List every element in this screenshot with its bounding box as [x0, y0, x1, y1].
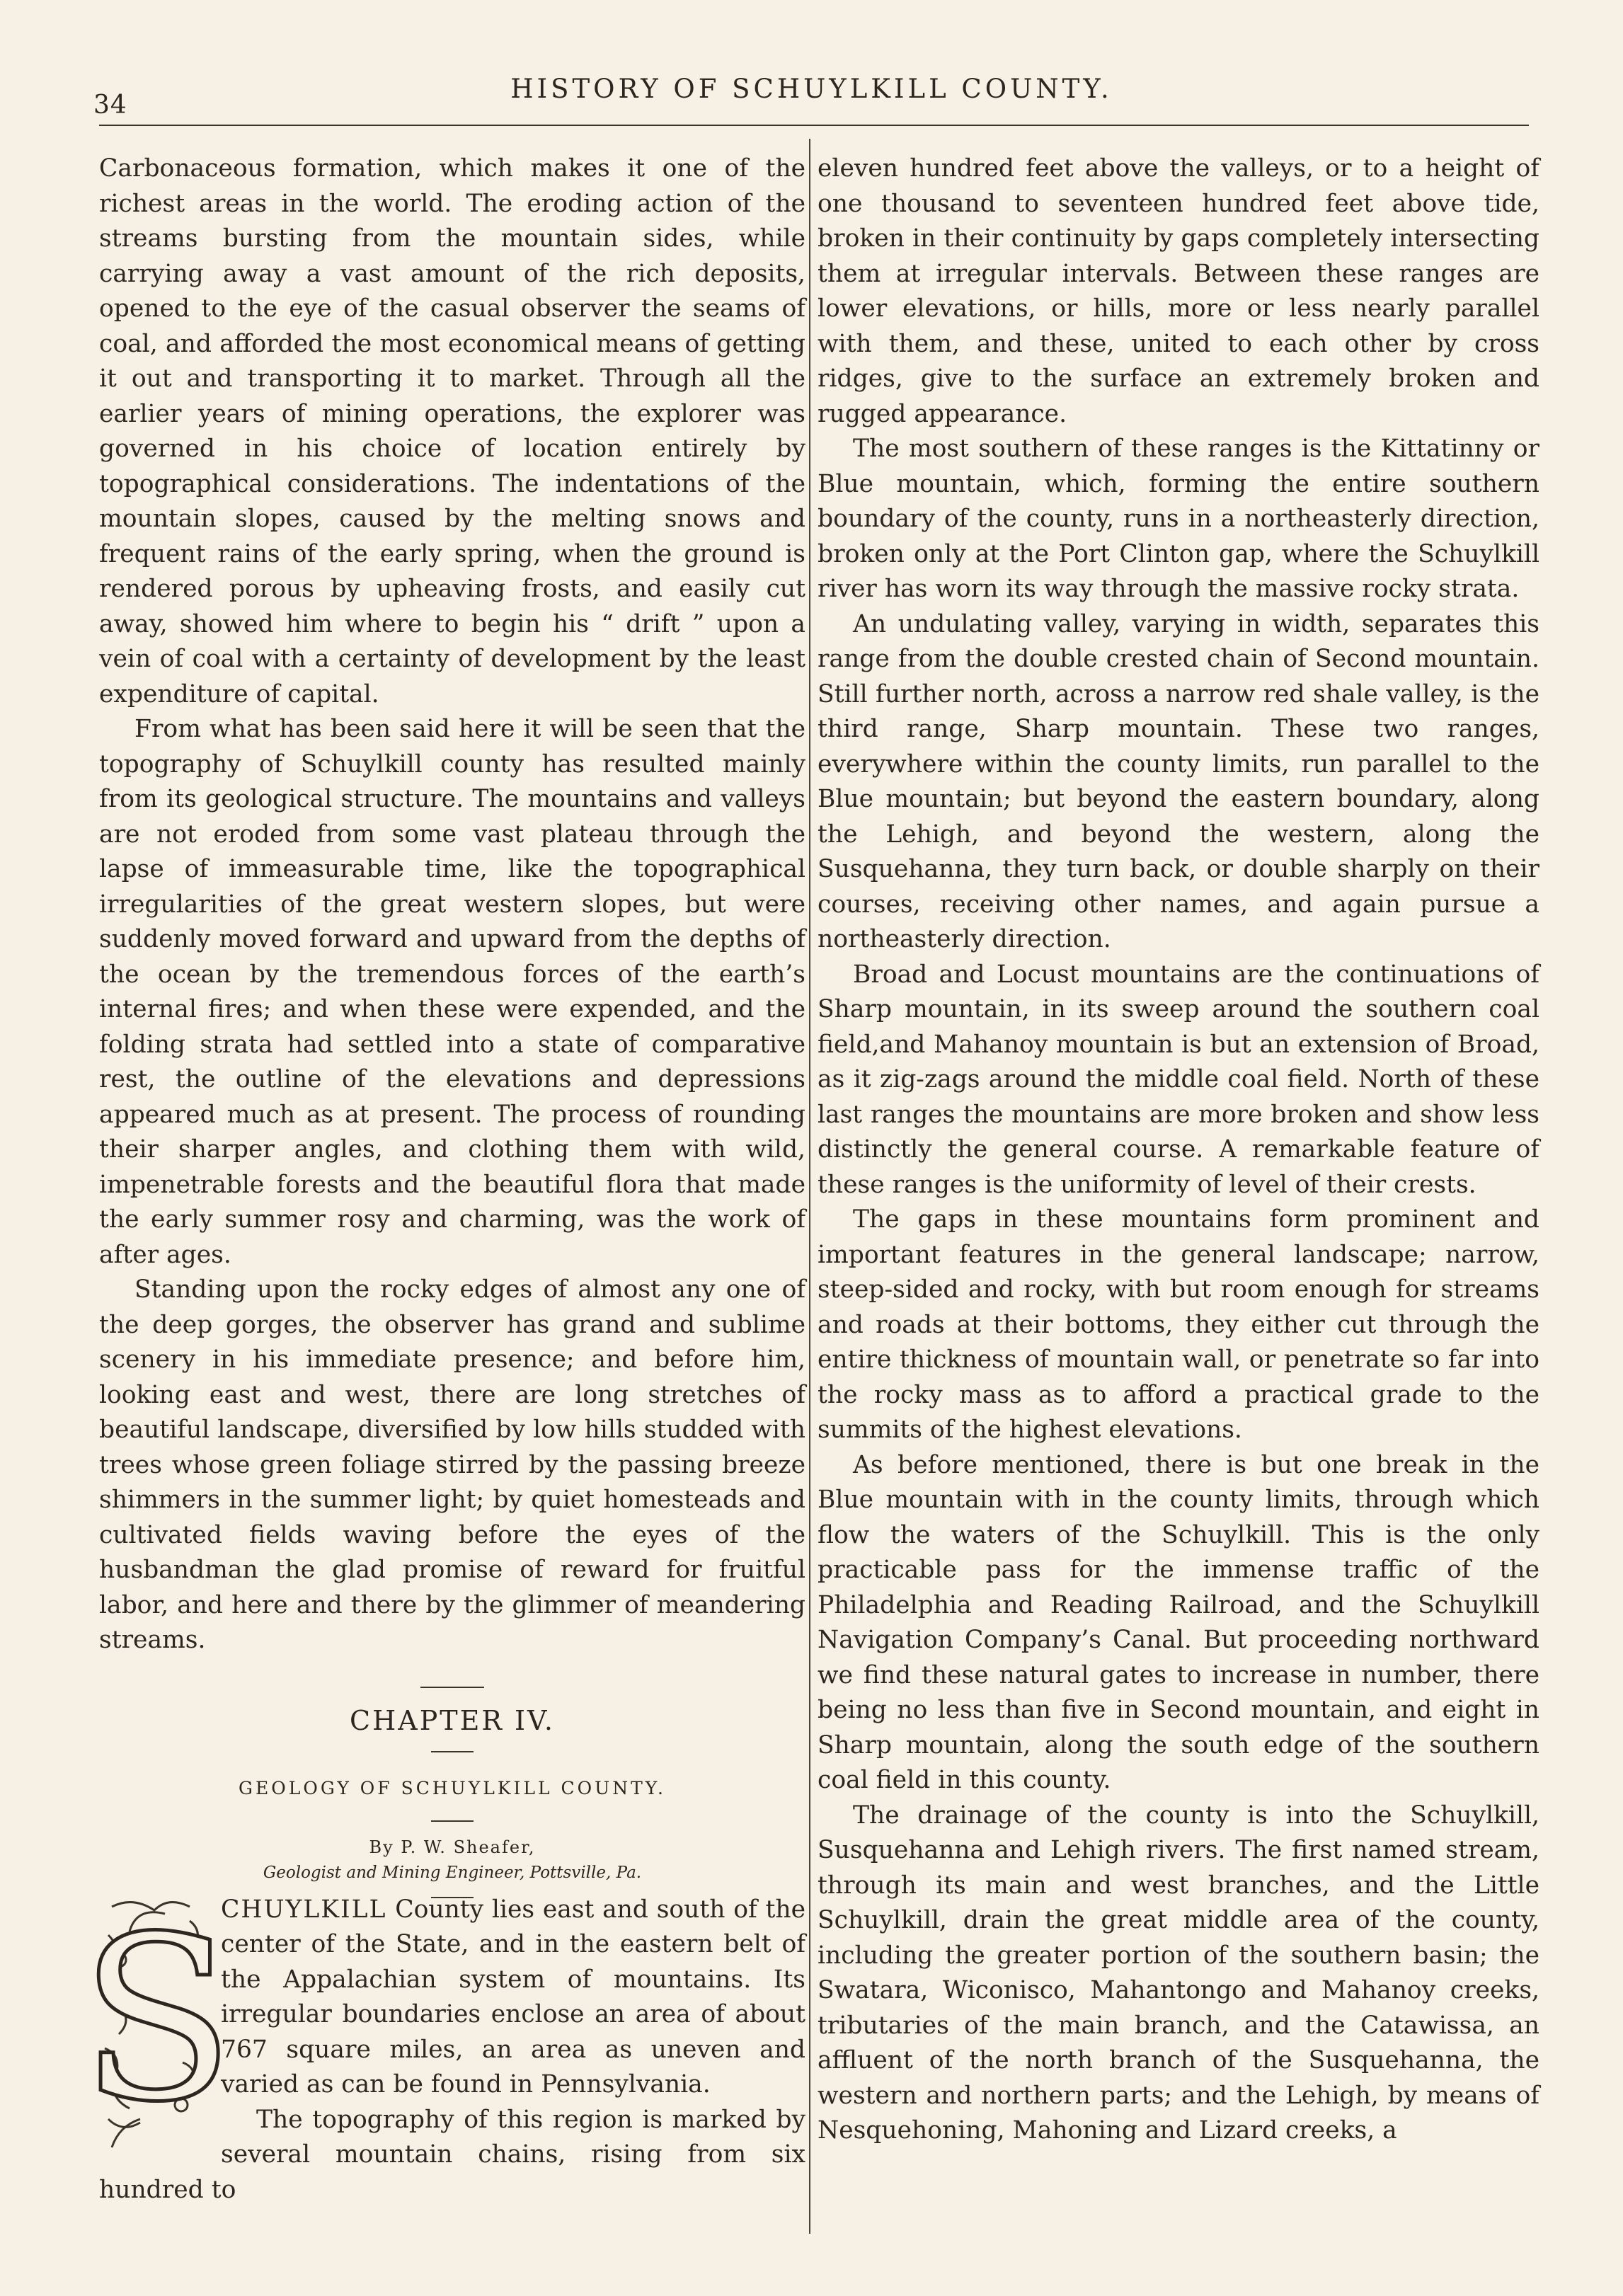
paragraph: The most southern of these ranges is the Kittatinny or Blue mountain, which, forming the entire southern boundary of the county, runs in a northeasterly direction, broken only at the Port Clinton gap, where the Schuylkill river has worn its way through the massive rocky strata.	[818, 435, 1539, 603]
paragraph-text: County lies east and south of the center of the State, and in the eastern belt of the Appalachian system of mountains. Its irregular boundaries enclose an area of about 767 square miles, an area as uneven and varied as can be found in Pennsylvania.	[221, 1895, 805, 2099]
left-column	[79, 151, 805, 2208]
paragraph: Carbonaceous formation, which makes it one of the richest areas in the world. The eroding action of the streams bursting from the mountain sides, while carrying away a vast amount of the rich deposits, opened to the eye of the casual observer the seams of coal, and afforded the most economical means of getting it out and transporting it to market. Through all the earlier years of mining operations, the explorer was governed in his choice of location entirely by topographical considerations. The indentations of the mountain slopes, caused by the melting snows and frequent rains of the early spring, when the ground is rendered porous by upheaving frosts, and easily cut away, showed him where to begin his “ drift ” upon a vein of coal with a certainty of development by the least expenditure of capital.	[99, 154, 805, 708]
ornamental-dropcap-icon	[79, 1888, 235, 2162]
paragraph: An undulating valley, varying in width, separates this range from the double crested chain of Second mountain. Still further north, across a narrow red shale valley, is the third range, Sharp mountain. These two ranges, everywhere within the county limits, run parallel to the Blue mountain; but beyond the eastern boundary, along the Lehigh, and beyond the western, along the Susquehanna, they turn back, or double sharply on their courses, receiving other names, and again pursue a northeasterly direction.	[818, 609, 1539, 953]
paragraph: The drainage of the county is into the Schuylkill, Susquehanna and Lehigh rivers. The first named stream, through its main and west branches, and the Little Schuylkill, drain the great middle area of the county, including the greater portion of the southern basin; the Swatara, Wiconisco, Mahantongo and Mahanoy creeks, tributaries of the main branch, and the Catawissa, an affluent of the north branch of the Susquehanna, the western and northern parts; and the Lehigh, by means of Nesquehoning, Mahoning and Lizard creeks, a	[818, 1801, 1539, 2145]
chapter-title: CHAPTER IV.	[350, 1704, 555, 1736]
paragraph: Broad and Locust mountains are the continuations of Sharp mountain, in its sweep around the southern coal field,and Mahanoy mountain is but an extension of Broad, as it zig-zags around the middle coal field. North of these last ranges the mountains are more broken and show less distinctly the general course. A remarkable feature of these ranges is the uniformity of level of their crests.	[818, 960, 1539, 1199]
dropcap-letter: S	[79, 1888, 235, 2152]
section-rule	[420, 1687, 484, 1688]
author-credit: Geologist and Mining Engineer, Pottsville, Pa.	[263, 1863, 642, 1882]
paragraph: The gaps in these mountains form prominent and important features in the general landscape; narrow, steep-sided and rocky, with but room enough for streams and roads at their bottoms, they either cut through the entire thickness of mountain wall, or penetrate so far into the rocky mass as to afford a practical grade to the summits of the highest elevations.	[818, 1205, 1539, 1444]
right-column	[818, 151, 1539, 2149]
dropcap-word: CHUYLKILL	[221, 1895, 387, 1924]
paragraph: As before mentioned, there is but one break in the Blue mountain with in the county limits, through which flow the waters of the Schuylkill. This is the only practicable pass for the immense traffic of the Philadelphia and Reading Railroad, and the Schuylkill Navigation Company’s Canal. But proceeding northward we find these natural gates to increase in number, there being no less than five in Second mountain, and eight in Sharp mountain, along the south edge of the southern coal field in this county.	[818, 1450, 1539, 1794]
paragraph: The topography of this region is marked by several mountain chains, rising from six hundred to	[99, 2105, 805, 2204]
paragraph: From what has been said here it will be seen that the topography of Schuylkill county has resulted mainly from its geological structure. The mountains and valleys are not eroded from some vast plateau through the lapse of immeasurable time, like the topographical irregularities of the great western slopes, but were suddenly moved forward and upward from the depths of the ocean by the tremendous forces of the earth’s internal fires; and when these were expended, and the folding strata had settled into a state of comparative rest, the outline of the elevations and depressions appeared much as at present. The process of rounding their sharper angles, and clothing them with wild, impenetrable forests and the beautiful flora that made the early summer rosy and charming, was the work of after ages.	[99, 715, 805, 1269]
section-rule	[431, 1820, 474, 1822]
section-rule	[431, 1751, 474, 1752]
chapter-subtitle: GEOLOGY OF SCHUYLKILL COUNTY.	[239, 1778, 666, 1798]
paragraph: Standing upon the rocky edges of almost any one of the deep gorges, the observer has grand and sublime scenery in his immediate presence; and before him, looking east and west, there are long stretches of beautiful landscape, diversified by low hills studded with trees whose green foliage stirred by the passing breeze shimmers in the summer light; by quiet homesteads and cultivated fields waving before the eyes of the husbandman the glad promise of reward for fruitful labor, and here and there by the glimmer of meandering streams.	[99, 1275, 805, 1654]
page-number: 34	[93, 91, 127, 120]
paragraph: eleven hundred feet above the valleys, or to a height of one thousand to seventeen hundred feet above tide, broken in their continuity by gaps completely intersecting them at irregular intervals. Between these ranges are lower elevations, or hills, more or less nearly parallel with them, and these, united to each other by cross ridges, give to the surface an extremely broken and rugged appearance.	[818, 154, 1539, 428]
column-divider	[809, 139, 810, 2234]
header-rule	[99, 125, 1529, 126]
author-byline: By P. W. Sheafer,	[369, 1837, 536, 1857]
running-title: HISTORY OF SCHUYLKILL COUNTY.	[510, 74, 1113, 104]
